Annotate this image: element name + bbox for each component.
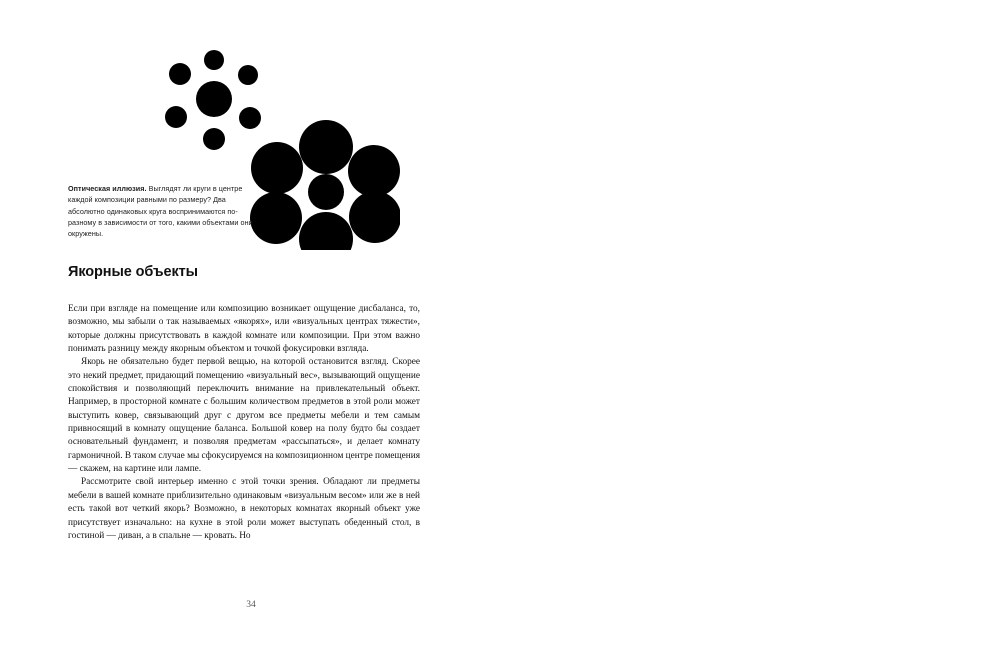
left-page-body-column (68, 303, 420, 543)
heading-anchor-objects: Якорные объекты (68, 264, 198, 280)
right-cluster (250, 120, 400, 250)
figure-caption (68, 183, 260, 239)
right-page (500, 0, 1000, 645)
figure-caption-text: Выглядят ли круги в центре каждой композиции равными по размеру? Два абсолютно одинаковых круга воспринимаются по-разному в зависимости от того, какими объектами они окружены. (68, 184, 253, 239)
left-cluster (165, 50, 261, 150)
figure-caption-lead: Оптическая иллюзия. (68, 184, 147, 193)
paragraph: Если при взгляде на помещение или композицию возникает ощущение дисбаланса, то, возможно, мы забыли о так называемых «якорях», или «визуальных центрах тяжести», которые должны присутствовать в каждой комнате или композиции. При этом важно понимать разницу между якорным объектом и точкой фокусировки взгляда. (68, 304, 420, 355)
page-number-left: 34 (246, 600, 256, 610)
paragraph: Якорь не обязательно будет первой вещью, на которой остановится взгляд. Скорее это некий предмет, придающий помещению «визуальный вес», вызывающий ощущение спокойствия и позволяющий переключить внимание на привлекательный объект. Например, в просторной комнате с большим количеством предметов в этой роли может выступить ковер, связывающий друг с другом все предметы мебели и тем самым привносящий в комнату ощущение баланса. Большой ковер на полу будто бы создает основательный фундамент, и позволяя предметам «рассыпаться», и делает комнату гармоничной. В таком случае мы сфокусируемся на композиционном центре помещения — скажем, на картине или лампе. (68, 357, 421, 475)
paragraph: Рассмотрите свой интерьер именно с этой точки зрения. Обладают ли предметы мебели в вашей комнате приблизительно одинаковым «визуальным весом» или же в ней есть такой вот четкий якорь? Возможно, в некоторых комнатах якорный объект уже присутствует изначально: на кухне в этой роли может выступать обеденный стол, в гостиной — диван, а в спальне — кровать. Но (68, 477, 420, 541)
